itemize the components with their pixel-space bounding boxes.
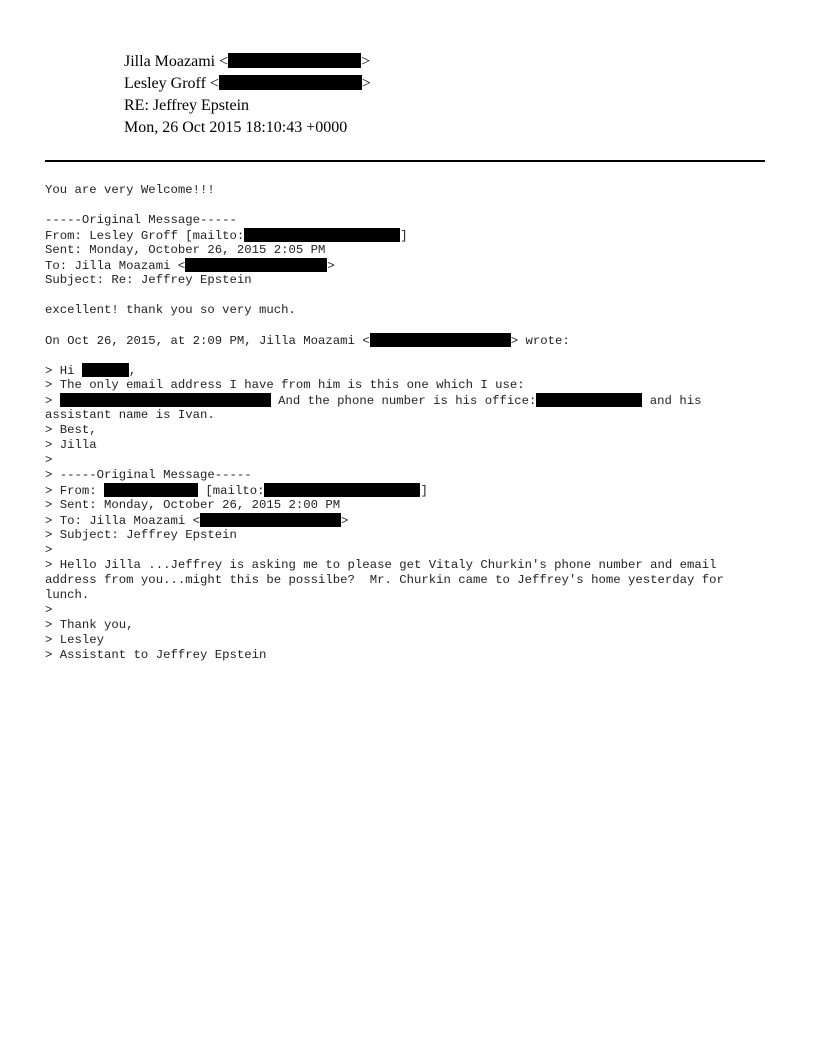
- quote-sent-line: > Sent: Monday, October 26, 2015 2:00 PM: [45, 498, 341, 512]
- date-value: Mon, 26 Oct 2015 18:10:43 +0000: [124, 119, 348, 136]
- quote-intro-prefix: On Oct 26, 2015, at 2:09 PM, Jilla Moazami <: [45, 334, 370, 348]
- quote-to-prefix: > To: Jilla Moazami <: [45, 514, 200, 528]
- subject-value: RE: Jeffrey Epstein: [124, 97, 250, 114]
- original-from-prefix: From: Lesley Groff [mailto:: [45, 229, 245, 243]
- quote-intro-suffix: > wrote:: [510, 334, 570, 348]
- quote-phone-suffix: and his: [642, 394, 702, 408]
- quote-empty-line: >: [45, 453, 53, 467]
- quote-to-suffix: >: [340, 514, 349, 528]
- quote-empty-line: >: [45, 603, 53, 617]
- redaction-block: [228, 53, 361, 68]
- to-name: Lesley Groff <: [124, 75, 219, 92]
- quote-thanks-line: > Thank you,: [45, 618, 134, 632]
- quote-phone-line: [45, 393, 775, 408]
- quote-subject-line: > Subject: Jeffrey Epstein: [45, 528, 237, 542]
- quote-to-line: [45, 513, 775, 528]
- blank-line: [45, 318, 775, 333]
- original-message-separator: -----Original Message-----: [45, 213, 237, 227]
- redaction-block: [219, 75, 362, 90]
- quote-phone-mid: And the phone number is his office:: [270, 394, 537, 408]
- from-name: Jilla Moazami <: [124, 53, 229, 70]
- quote-lesley-line: > Lesley: [45, 633, 105, 647]
- quote-intro-line: [45, 333, 775, 348]
- quote-hello-line-2: address from you...might this be possilbe? Mr. Churkin came to Jeffrey's home yesterday for: [45, 573, 724, 587]
- quote-signature-line: > Assistant to Jeffrey Epstein: [45, 648, 267, 662]
- quote-hello-line-1: > Hello Jilla ...Jeffrey is asking me to please get Vitaly Churkin's phone number and email: [45, 558, 717, 572]
- redaction-block: [264, 483, 420, 497]
- blank-line: [45, 288, 775, 303]
- quote-marker: >: [45, 394, 60, 408]
- quote-original-separator: > -----Original Message-----: [45, 468, 252, 482]
- quote-hello-line-3: lunch.: [45, 588, 90, 602]
- to-close: >: [361, 75, 371, 92]
- original-sent-line: Sent: Monday, October 26, 2015 2:05 PM: [45, 243, 326, 257]
- quote-hi-prefix: > Hi: [45, 364, 82, 378]
- quote-from-line: [45, 483, 775, 498]
- original-text: excellent! thank you so very much.: [45, 303, 296, 317]
- quote-hi-suffix: ,: [128, 364, 137, 378]
- reply-text: You are very Welcome!!!: [45, 183, 215, 197]
- redaction-block: [244, 228, 400, 242]
- quote-best-line: > Best,: [45, 423, 97, 437]
- original-to-line: [45, 258, 775, 273]
- quote-empty-line: >: [45, 543, 53, 557]
- blank-line: [45, 198, 775, 213]
- from-close: >: [361, 53, 371, 70]
- from-value: [124, 51, 370, 73]
- redaction-block: [185, 258, 327, 272]
- original-to-suffix: >: [327, 259, 335, 273]
- redaction-block: [60, 393, 271, 407]
- quote-assistant-line: assistant name is Ivan.: [45, 408, 215, 422]
- blank-line: [45, 348, 775, 363]
- original-subject-line: Subject: Re: Jeffrey Epstein: [45, 273, 252, 287]
- redaction-block: [82, 363, 129, 377]
- email-body: [45, 183, 775, 663]
- quote-hi-line: [45, 363, 775, 378]
- quote-from-mid: [mailto:: [198, 484, 265, 498]
- redaction-block: [104, 483, 198, 497]
- redaction-block: [370, 333, 511, 347]
- redaction-block: [536, 393, 642, 407]
- to-value: [124, 73, 371, 95]
- original-to-prefix: To: Jilla Moazami <: [45, 259, 186, 273]
- header-divider: [45, 160, 765, 162]
- quote-from-prefix: > From:: [45, 484, 105, 498]
- redaction-block: [200, 513, 341, 527]
- original-from-line: [45, 228, 775, 243]
- original-from-suffix: ]: [400, 229, 408, 243]
- quote-jilla-line: > Jilla: [45, 438, 97, 452]
- quote-email-line: > The only email address I have from him is this one which I use:: [45, 378, 525, 392]
- quote-from-suffix: ]: [420, 484, 428, 498]
